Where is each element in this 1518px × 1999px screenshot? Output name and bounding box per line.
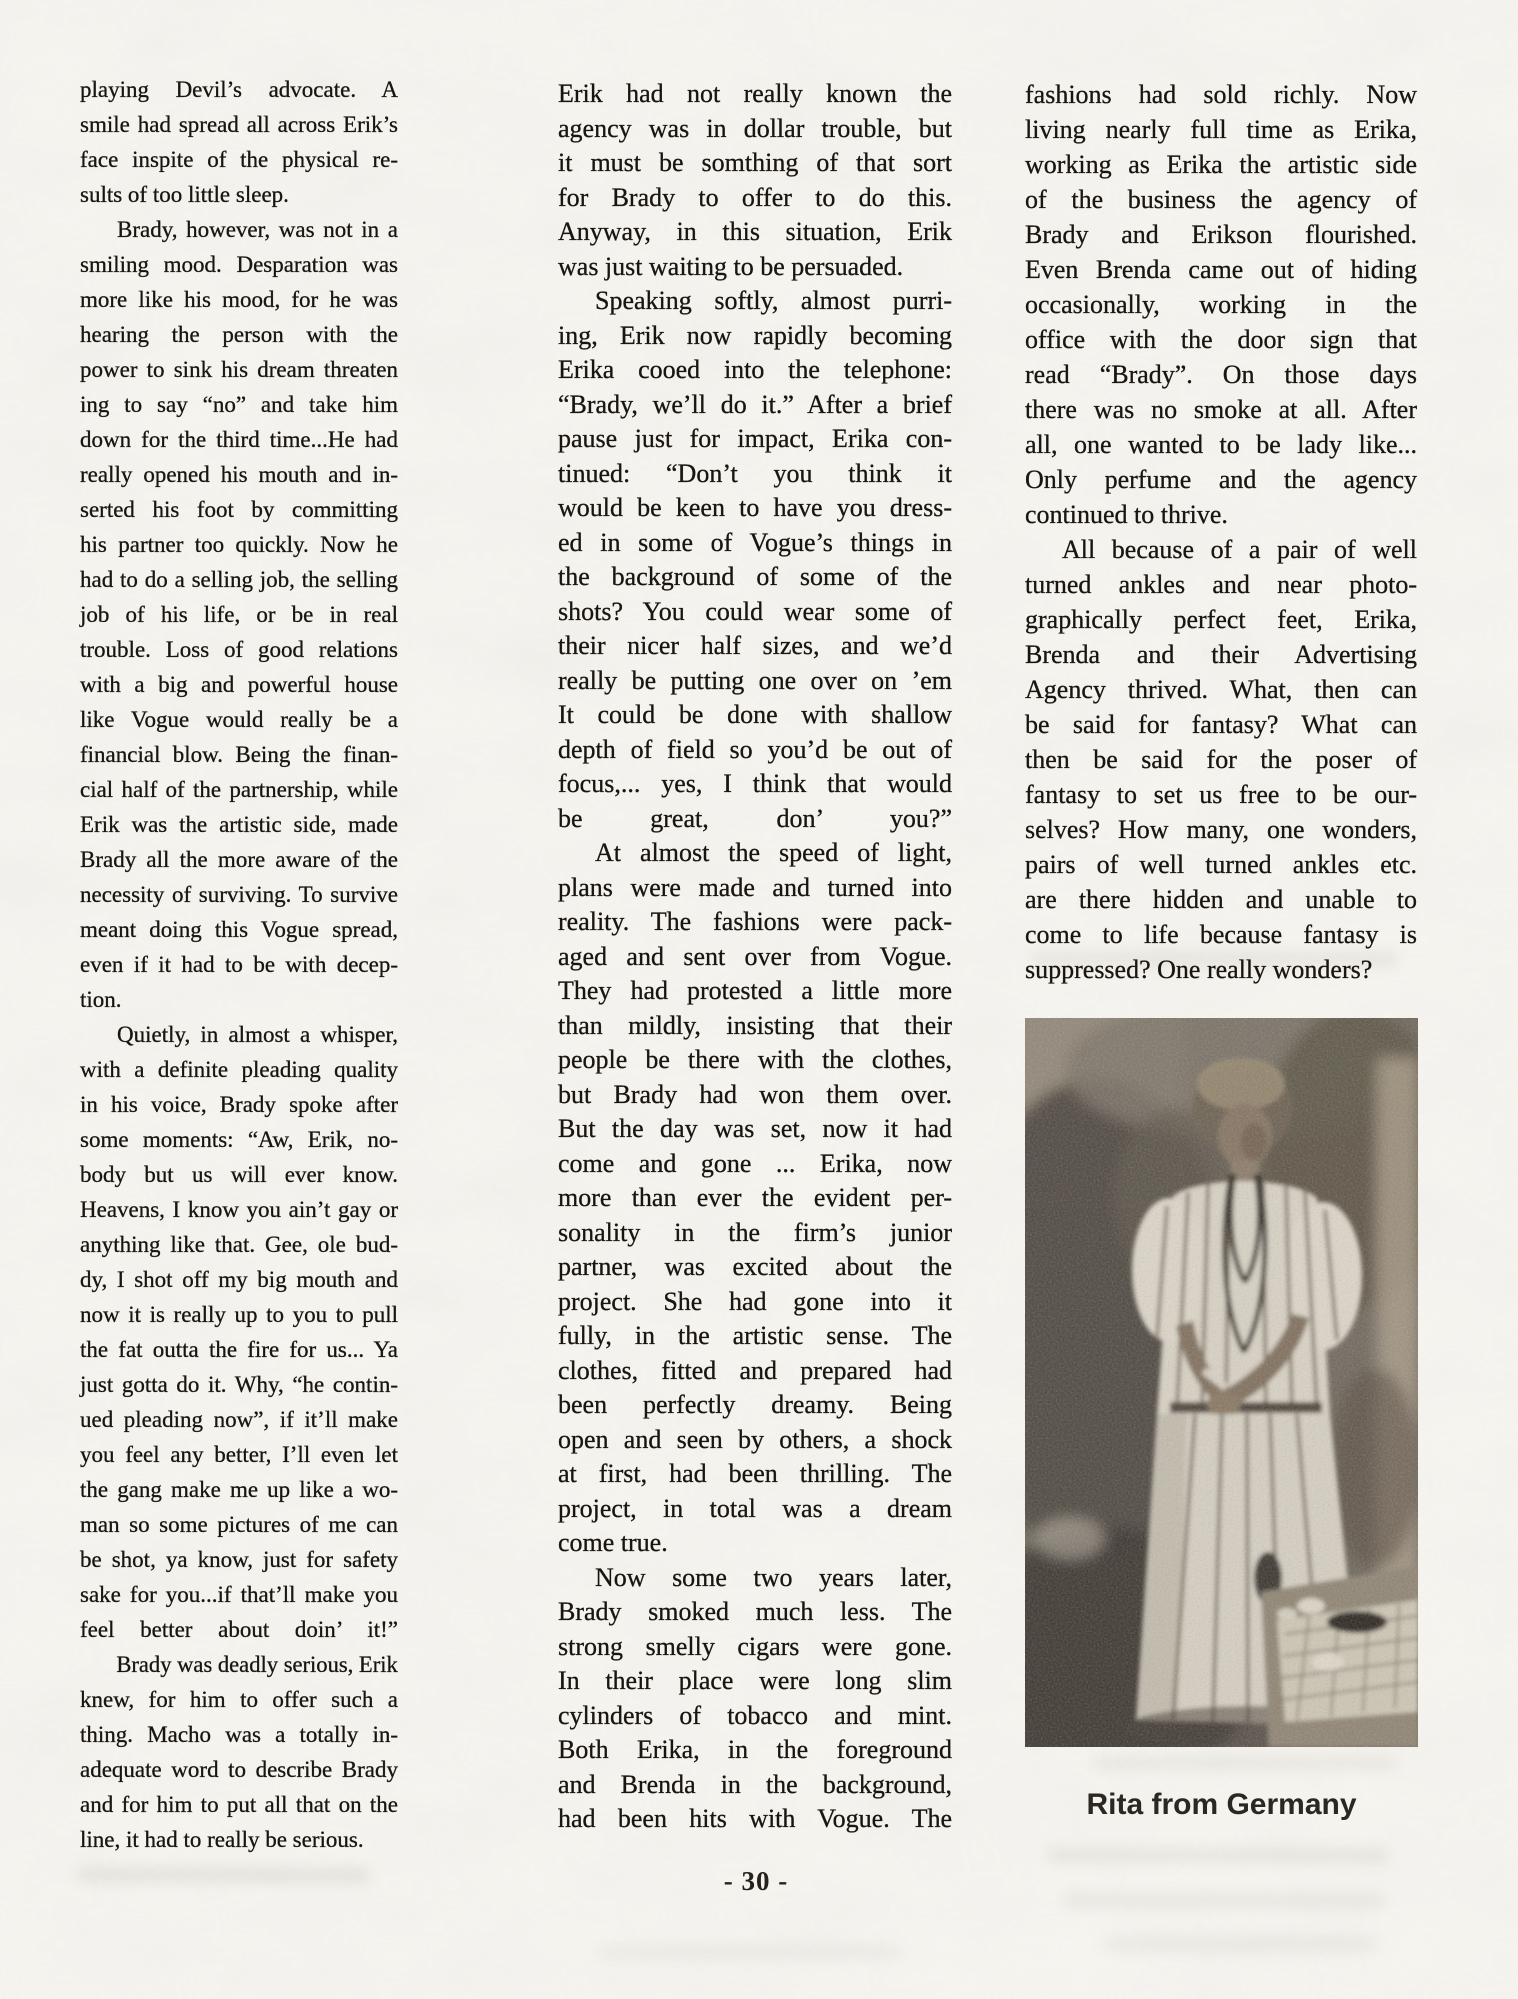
text-line: but Brady had won them over. [558, 1079, 952, 1109]
photo-caption: Rita from Germany [1086, 1788, 1357, 1821]
text-line: turned ankles and near photo- [1025, 570, 1417, 599]
text-line: had been hits with Vogue. The [558, 1804, 952, 1833]
text-line: even if it had to be with decep- [80, 952, 398, 977]
text-line: the gang make me up like a wo- [80, 1477, 398, 1502]
text-line: Now some two years later, [595, 1562, 952, 1592]
text-line: pairs of well turned ankles etc. [1025, 850, 1417, 879]
text-line: But the day was set, now it had [558, 1114, 952, 1143]
text-line: focus,... yes, I think that would [558, 769, 952, 798]
photo-illustration [1025, 1018, 1418, 1747]
text-line: there was no smoke at all. After [1025, 395, 1417, 424]
text-line: be said for fantasy? What can [1025, 710, 1417, 739]
text-line: of the business the agency of [1025, 185, 1417, 214]
text-line: project, in total was a dream [558, 1493, 952, 1523]
text-line: Erika cooed into the telephone: [558, 355, 952, 384]
text-line: face inspite of the physical re- [80, 147, 398, 172]
text-line: Brady all the more aware of the [80, 847, 398, 872]
text-line: been perfectly dreamy. Being [558, 1390, 952, 1419]
text-line: fantasy to set us free to be our- [1025, 780, 1417, 809]
text-line: They had protested a little more [558, 976, 952, 1005]
text-line: playing Devil’s advocate. A [80, 77, 398, 102]
text-line: Erik had not really known the [558, 79, 952, 108]
text-line: Even Brenda came out of hiding [1025, 255, 1417, 284]
text-line: pause just for impact, Erika con- [558, 424, 952, 453]
text-line: aged and sent over from Vogue. [558, 941, 952, 971]
scan-ghost [600, 1946, 900, 1958]
text-line: plans were made and turned into [558, 872, 952, 902]
text-line: now it is really up to you to pull [80, 1302, 398, 1327]
text-line: some moments: “Aw, Erik, no- [80, 1127, 398, 1152]
text-line: Anyway, in this situation, Erik [558, 217, 952, 246]
text-line: had to do a selling job, the selling [80, 567, 398, 592]
text-line: adequate word to describe Brady [80, 1757, 398, 1782]
scan-ghost [1105, 1938, 1375, 1950]
text-line: you feel any better, I’ll even let [80, 1442, 398, 1467]
text-line: the fat outta the fire for us... Ya [80, 1337, 398, 1362]
text-line: hearing the person with the [80, 322, 398, 347]
text-line: really opened his mouth and in- [80, 462, 398, 487]
text-line: fully, in the artistic sense. The [558, 1321, 952, 1350]
scan-ghost [1048, 1849, 1388, 1862]
text-line: selves? How many, one wonders, [1025, 815, 1417, 844]
column-1 [80, 72, 398, 1857]
text-line: serted his foot by committing [80, 497, 398, 522]
text-line: At almost the speed of light, [595, 838, 952, 867]
scan-ghost [78, 1868, 368, 1882]
text-line: smiling mood. Desparation was [80, 252, 398, 277]
text-line: job of his life, or be in real [80, 602, 398, 627]
text-line: ing to say “no” and take him [80, 392, 398, 417]
text-line: down for the third time...He had [80, 427, 398, 452]
text-line: Erik was the artistic side, made [80, 812, 398, 837]
scan-ghost [1065, 1894, 1385, 1907]
text-line: cylinders of tobacco and mint. [558, 1700, 952, 1730]
text-line: Brady was deadly serious, Erik [116, 1652, 398, 1677]
text-line: cial half of the partnership, while [80, 777, 398, 802]
text-line: office with the door sign that [1025, 325, 1417, 354]
text-line: partner, was excited about the [558, 1252, 952, 1281]
text-line: at first, had been thrilling. The [558, 1459, 952, 1488]
text-line: trouble. Loss of good relations [80, 637, 398, 662]
text-line: with a definite pleading quality [80, 1057, 398, 1082]
text-line: with a big and powerful house [80, 672, 398, 697]
text-line: fashions had sold richly. Now [1025, 80, 1417, 109]
text-line: sonality in the firm’s junior [558, 1217, 952, 1247]
text-line: open and seen by others, a shock [558, 1424, 952, 1454]
text-line: reality. The fashions were pack- [558, 907, 952, 936]
text-line: feel better about doin’ it!” [80, 1617, 398, 1642]
text-line: come and gone ... Erika, now [558, 1148, 952, 1178]
text-line: sults of too little sleep. [80, 182, 289, 207]
text-line: just gotta do it. Why, “he contin- [80, 1372, 398, 1397]
text-line: It could be done with shallow [558, 700, 952, 729]
text-line: than mildly, insisting that their [558, 1010, 952, 1040]
text-line: depth of field so you’d be out of [558, 734, 952, 764]
text-line: was just waiting to be persuaded. [558, 251, 904, 281]
scan-ghost [1095, 1757, 1395, 1769]
column-3 [1025, 77, 1417, 987]
text-line: financial blow. Being the finan- [80, 742, 398, 767]
text-line: Brady, however, was not in a [117, 217, 398, 242]
text-line: their nicer half sizes, and we’d [558, 631, 952, 660]
text-line: for Brady to offer to do this. [558, 182, 952, 212]
text-line: Brady smoked much less. The [558, 1597, 952, 1626]
text-line: his partner too quickly. Now he [80, 532, 398, 557]
text-line: knew, for him to offer such a [80, 1687, 398, 1712]
text-line: ued pleading now”, if it’ll make [80, 1407, 398, 1432]
text-line: Brady and Erikson flourished. [1025, 220, 1417, 249]
photo-rita [1025, 1018, 1418, 1747]
text-line: anything like that. Gee, ole bud- [80, 1232, 398, 1257]
text-line: dy, I shot off my big mouth and [80, 1267, 398, 1292]
text-line: ed in some of Vogue’s things in [558, 527, 952, 557]
text-line: smile had spread all across Erik’s [80, 112, 398, 137]
text-line: the background of some of the [558, 562, 952, 591]
text-line: working as Erika the artistic side [1025, 150, 1417, 179]
text-line: Speaking softly, almost purri- [595, 286, 952, 315]
text-line: meant doing this Vogue spread, [80, 917, 398, 942]
text-line: agency was in dollar trouble, but [558, 113, 952, 143]
text-line: suppressed? One really wonders? [1025, 955, 1373, 984]
text-line: more like his mood, for he was [80, 287, 398, 312]
text-line: tion. [80, 987, 122, 1012]
text-line: read “Brady”. On those days [1025, 360, 1417, 389]
text-line: “Brady, we’ll do it.” After a brief [558, 389, 952, 419]
text-line: sake for you...if that’ll make you [80, 1582, 398, 1607]
text-line: and for him to put all that on the [80, 1792, 398, 1817]
text-line: tinued: “Don’t you think it [558, 458, 952, 488]
text-line: graphically perfect feet, Erika, [1025, 605, 1417, 634]
text-line: All because of a pair of well [1062, 535, 1417, 564]
text-line: clothes, fitted and prepared had [558, 1355, 952, 1385]
text-line: really be putting one over on ’em [558, 665, 952, 695]
text-line: continued to thrive. [1025, 500, 1228, 529]
text-line: Only perfume and the agency [1025, 465, 1417, 494]
text-line: ing, Erik now rapidly becoming [558, 320, 952, 350]
text-line: Both Erika, in the foreground [558, 1735, 952, 1764]
page-number: - 30 - [723, 1866, 789, 1896]
text-line: man so some pictures of me can [80, 1512, 398, 1537]
text-line: come true. [558, 1528, 668, 1557]
text-line: power to sink his dream threaten [80, 357, 398, 382]
text-line: In their place were long slim [558, 1666, 952, 1695]
text-line: necessity of surviving. To survive [80, 882, 398, 907]
text-line: in his voice, Brady spoke after [80, 1092, 398, 1117]
text-line: come to life because fantasy is [1025, 920, 1417, 949]
text-line: be great, don’ you?” [558, 803, 952, 833]
text-line: would be keen to have you dress- [558, 493, 952, 522]
column-2 [558, 77, 952, 1837]
text-line: like Vogue would really be a [80, 707, 398, 732]
text-line: Agency thrived. What, then can [1025, 675, 1417, 704]
text-line: living nearly full time as Erika, [1025, 115, 1417, 144]
text-line: Heavens, I know you ain’t gay or [80, 1197, 398, 1222]
text-line: are there hidden and unable to [1025, 885, 1417, 914]
text-line: then be said for the poser of [1025, 745, 1417, 774]
text-line: it must be somthing of that sort [558, 148, 952, 177]
text-line: more than ever the evident per- [558, 1183, 952, 1212]
text-line: project. She had gone into it [558, 1286, 952, 1316]
text-line: body but us will ever know. [80, 1162, 398, 1187]
text-line: Quietly, in almost a whisper, [117, 1022, 398, 1047]
text-line: all, one wanted to be lady like... [1025, 430, 1417, 459]
text-line: thing. Macho was a totally in- [80, 1722, 398, 1747]
text-line: shots? You could wear some of [558, 596, 952, 626]
text-line: occasionally, working in the [1025, 290, 1417, 319]
text-line: strong smelly cigars were gone. [558, 1631, 952, 1661]
text-line: line, it had to really be serious. [80, 1827, 364, 1852]
text-line: people be there with the clothes, [558, 1045, 952, 1074]
text-line: and Brenda in the background, [558, 1769, 952, 1799]
text-line: be shot, ya know, just for safety [80, 1547, 398, 1572]
text-line: Brenda and their Advertising [1025, 640, 1417, 669]
